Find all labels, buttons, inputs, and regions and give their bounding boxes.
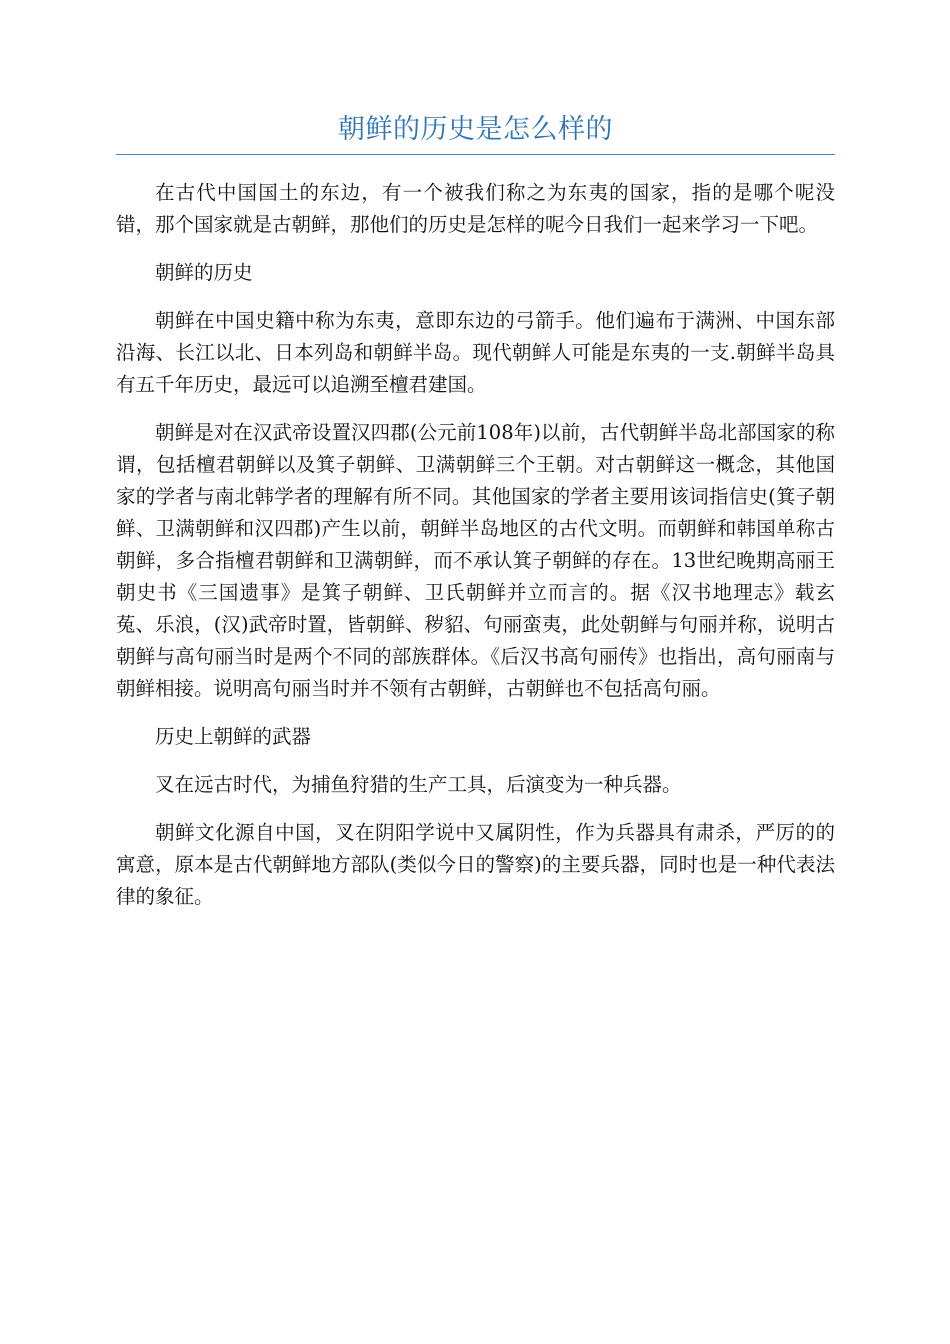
intro-paragraph: 在古代中国国土的东边，有一个被我们称之为东夷的国家，指的是哪个呢没错，那个国家就是古朝鲜，那他们的历史是怎样的呢今日我们一起来学习一下吧。 [116,181,835,236]
weapons-paragraph-2: 朝鲜文化源自中国，叉在阴阳学说中又属阴性，作为兵器具有肃杀，严厉的的寓意，原本是古代朝鲜地方部队(类似今日的警察)的主要兵器，同时也是一种代表法律的象征。 [116,821,835,908]
history-paragraph-2: 朝鲜是对在汉武帝设置汉四郡(公元前108年)以前，古代朝鲜半岛北部国家的称谓，包括檀君朝鲜以及箕子朝鲜、卫满朝鲜三个王朝。对古朝鲜这一概念，其他国家的学者与南北韩学者的理解有所不同。其他国家的学者主要用该词指信史(箕子朝鲜、卫满朝鲜和汉四郡)产生以前，朝鲜半岛地区的古代文明。而朝鲜和韩国单称古朝鲜，多合指檀君朝鲜和卫满朝鲜，而不承认箕子朝鲜的存在。13世纪晚期高丽王朝史书《三国遗事》是箕子朝鲜、卫氏朝鲜并立而言的。据《汉书地理志》载玄菟、乐浪，(汉)武帝时置，皆朝鲜、秽貂、句丽蛮夷，此处朝鲜与句丽并称，说明古朝鲜与高句丽当时是两个不同的部族群体。《后汉书高句丽传》也指出，高句丽南与朝鲜相接。说明高句丽当时并不领有古朝鲜，古朝鲜也不包括高句丽。 [116,421,835,700]
document-body [116,177,835,913]
document-title: 朝鲜的历史是怎么样的 [116,110,835,155]
section-heading-weapons: 历史上朝鲜的武器 [155,725,312,748]
section-heading-history: 朝鲜的历史 [155,261,253,284]
document-content [116,110,835,929]
history-paragraph-1: 朝鲜在中国史籍中称为东夷，意即东边的弓箭手。他们遍布于满洲、中国东部沿海、长江以北、日本列岛和朝鲜半岛。现代朝鲜人可能是东夷的一支.朝鲜半岛具有五千年历史，最远可以追溯至檀君建国。 [116,309,835,396]
weapons-paragraph-1: 叉在远古时代，为捕鱼狩猎的生产工具，后演变为一种兵器。 [155,773,682,796]
